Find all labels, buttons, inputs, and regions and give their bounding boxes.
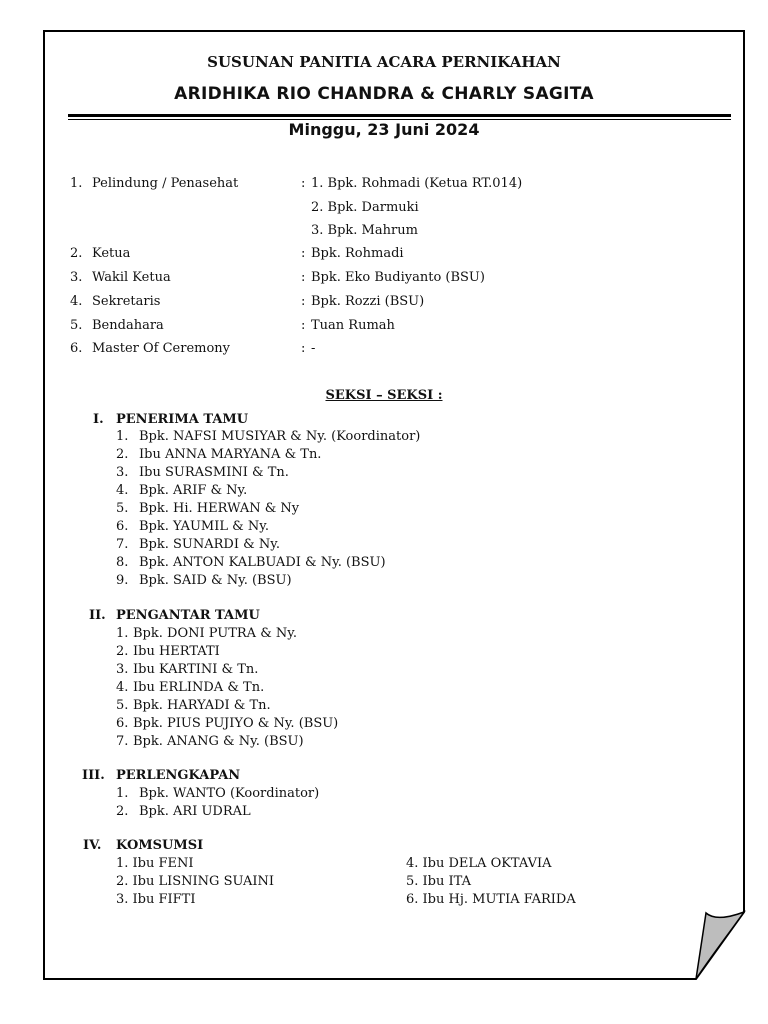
committee-value: Bpk. Rozzi (BSU) [311,294,425,309]
header-rule-thick [68,114,731,117]
list-item: Bpk. Hi. HERWAN & Ny [139,501,300,516]
committee-value: 2. Bpk. Darmuki [311,200,419,215]
section-roman: III. [82,768,105,783]
event-date: Minggu, 23 Juni 2024 [288,120,480,139]
list-item: Ibu SURASMINI & Tn. [139,465,289,480]
committee-role: Ketua [92,246,131,261]
list-item: 6. Ibu Hj. MUTIA FARIDA [406,892,576,907]
list-item-num: 2. [116,447,129,462]
list-item-num: 4. [116,483,129,498]
committee-value: Bpk. Rohmadi [311,246,404,261]
list-item: 2. Ibu LISNING SUAINI [116,874,275,889]
list-item: 1. Ibu FENI [116,856,194,871]
list-item: Bpk. HARYADI & Tn. [133,698,271,713]
committee-value: 3. Bpk. Mahrum [311,223,418,238]
couple-names: ARIDHIKA RIO CHANDRA & CHARLY SAGITA [174,84,594,104]
committee-colon: : [301,318,306,333]
list-item: Bpk. DONI PUTRA & Ny. [133,626,298,641]
list-item: Bpk. ARI UDRAL [139,804,251,819]
committee-num: 5. [70,318,83,333]
section-roman: IV. [83,838,102,853]
committee-num: 2. [70,246,83,261]
list-item-num: 6. [116,716,129,731]
committee-value: 1. Bpk. Rohmadi (Ketua RT.014) [311,176,523,191]
list-item-num: 7. [116,734,129,749]
list-item-num: 3. [116,465,129,480]
list-item: Bpk. SAID & Ny. (BSU) [139,573,292,588]
committee-colon: : [301,294,306,309]
list-item: Bpk. NAFSI MUSIYAR & Ny. (Koordinator) [139,429,421,444]
committee-value: - [311,341,316,356]
section-roman: II. [89,608,106,623]
list-item: Ibu KARTINI & Tn. [133,662,259,677]
list-item-num: 5. [116,698,129,713]
seksi-heading: SEKSI – SEKSI : [325,388,443,403]
list-item: 5. Ibu ITA [406,874,471,889]
section-title: PERLENGKAPAN [116,768,241,783]
committee-value: Tuan Rumah [311,318,395,333]
committee-role: Wakil Ketua [92,270,171,285]
section-roman: I. [93,412,104,427]
committee-role: Bendahara [92,318,164,333]
list-item: Ibu ERLINDA & Tn. [133,680,265,695]
section-title: PENGANTAR TAMU [116,608,260,623]
list-item: Ibu HERTATI [133,644,220,659]
committee-num: 3. [70,270,83,285]
list-item-num: 8. [116,555,129,570]
committee-role: Pelindung / Penasehat [92,176,239,191]
list-item-num: 2. [116,804,129,819]
list-item-num: 9. [116,573,129,588]
committee-colon: : [301,176,306,191]
committee-num: 4. [70,294,83,309]
list-item: 4. Ibu DELA OKTAVIA [406,856,552,871]
section-title: KOMSUMSI [116,838,204,853]
committee-value: Bpk. Eko Budiyanto (BSU) [311,270,485,285]
list-item-num: 1. [116,626,129,641]
list-item: 3. Ibu FIFTI [116,892,196,907]
committee-role: Sekretaris [92,294,161,309]
committee-colon: : [301,246,306,261]
committee-colon: : [301,341,306,356]
list-item: Ibu ANNA MARYANA & Tn. [139,447,322,462]
list-item-num: 1. [116,786,129,801]
committee-colon: : [301,270,306,285]
list-item: Bpk. YAUMIL & Ny. [139,519,269,534]
list-item: Bpk. ANTON KALBUADI & Ny. (BSU) [139,555,386,570]
section-title: PENERIMA TAMU [116,412,249,427]
list-item-num: 2. [116,644,129,659]
list-item: Bpk. WANTO (Koordinator) [139,786,320,801]
list-item-num: 4. [116,680,129,695]
list-item-num: 5. [116,501,129,516]
list-item: Bpk. PIUS PUJIYO & Ny. (BSU) [133,716,339,731]
list-item-num: 3. [116,662,129,677]
list-item: Bpk. SUNARDI & Ny. [139,537,280,552]
list-item-num: 7. [116,537,129,552]
list-item: Bpk. ARIF & Ny. [139,483,248,498]
list-item: Bpk. ANANG & Ny. (BSU) [133,734,304,749]
committee-num: 6. [70,341,83,356]
list-item-num: 6. [116,519,129,534]
committee-role: Master Of Ceremony [92,341,231,356]
committee-num: 1. [70,176,83,191]
list-item-num: 1. [116,429,129,444]
document-title: SUSUNAN PANITIA ACARA PERNIKAHAN [207,53,561,71]
